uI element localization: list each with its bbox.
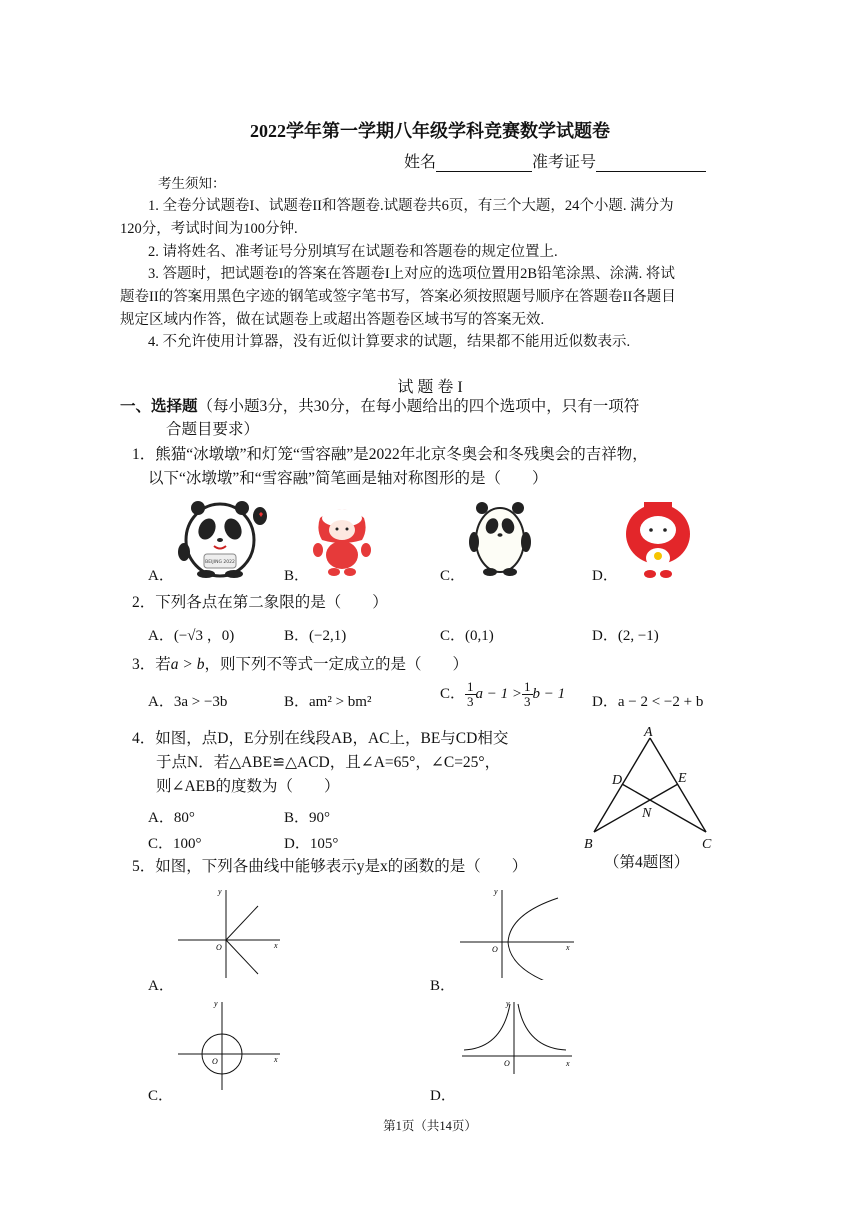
q4-label-a: A (644, 725, 653, 740)
page-title: 2022学年第一学期八年级学科竞赛数学试题卷 (250, 121, 610, 141)
mascot-b-lantern-image (312, 500, 372, 578)
q4-label-b: B (584, 837, 593, 852)
exam-no-label: 准考证号 (532, 154, 597, 171)
q2-option-b[interactable]: B．(−2,1) (284, 628, 347, 644)
q2-option-a[interactable]: A．(−√3 ，0) (148, 628, 235, 644)
name-label: 姓名 (404, 154, 437, 171)
q3-stem-pre: 3．若 (132, 656, 171, 673)
q4-label-d: D (612, 773, 623, 788)
part1-desc-b: 合题目要求） (166, 421, 260, 438)
q5-graph-a (172, 884, 288, 980)
q3-option-d[interactable]: D．a − 2 < −2 + b (592, 694, 704, 710)
part1-label: 一、选择题 (120, 398, 198, 415)
q4-figure-caption: （第4题图） (604, 854, 690, 871)
mascot-a-panda-image (176, 496, 268, 578)
q1-option-b[interactable]: B． (284, 568, 310, 584)
q5-option-a[interactable]: A． (148, 978, 174, 994)
q4-label-n: N (642, 806, 652, 821)
name-blank[interactable] (436, 155, 532, 172)
svg-text:x: x (274, 1055, 278, 1064)
q3-option-c[interactable] (440, 680, 565, 709)
q3-option-c-frac-2: $\frac{1}{3}$ (524, 679, 531, 709)
section-heading: 试 题 卷 I (397, 379, 463, 396)
q2-stem: 2．下列各点在第二象限的是（ ） (132, 594, 388, 611)
notice-item-1a: 1. 全卷分试题卷I、试题卷II和答题卷.试题卷共6页，有三个大题，24个小题. 满分为 (148, 198, 674, 214)
notice-item-4: 4. 不允许使用计算器，没有近似计算要求的试题，结果都不能用近似数表示. (148, 334, 631, 350)
name-exam-row (404, 149, 706, 172)
q3-stem-post: ，则下列不等式一定成立的是（ ） (204, 656, 468, 673)
q5-stem: 5．如图，下列各曲线中能够表示y是x的函数的是（ ） (132, 858, 528, 875)
q3-option-a[interactable]: A．3a > −3b (148, 694, 228, 710)
svg-text:x: x (566, 1059, 570, 1068)
svg-text:O: O (216, 943, 222, 952)
q5-graph-d (456, 996, 580, 1076)
q4-line3: 则∠AEB的度数为（ ） (156, 778, 340, 795)
notice-item-3a: 3. 答题时，把试题卷I的答案在答题卷I上对应的选项位置用2B铅笔涂黑、涂满. 将试 (148, 266, 675, 282)
q1-option-a[interactable]: A． (148, 568, 174, 584)
q4-option-b[interactable]: B．90° (284, 810, 331, 826)
mascot-d-lantern-image (620, 500, 696, 580)
q3-option-c-frac-1: $\frac{1}{3}$ (467, 679, 474, 709)
svg-text:y: y (214, 999, 218, 1008)
q3-option-c-end: b − 1 (532, 685, 566, 702)
svg-text:y: y (506, 999, 510, 1008)
q5-graph-b (454, 884, 582, 980)
q4-option-c[interactable]: C．100° (148, 836, 202, 852)
q3-option-c-label: C． (440, 685, 466, 702)
notice-item-3c: 规定区域内作答，做在试题卷上或超出答题卷区域书写的答案无效. (120, 312, 545, 328)
q3-stem (132, 654, 468, 676)
page-footer: 第1页（共14页） (383, 1119, 477, 1133)
exam-no-blank[interactable] (596, 155, 706, 172)
notice-item-1b: 120分，考试时间为100分钟. (120, 221, 298, 237)
notice-item-2: 2. 请将姓名、准考证号分别填写在试题卷和答题卷的规定位置上. (148, 244, 558, 260)
q3-option-b[interactable]: B．am² > bm² (284, 694, 372, 710)
mascot-c-panda-outline-image (468, 498, 532, 576)
q4-line2: 于点N．若△ABE≌△ACD，且∠A=65°，∠C=25°， (156, 754, 501, 771)
svg-text:y: y (494, 887, 498, 896)
q1-option-d[interactable]: D． (592, 568, 618, 584)
q4-option-d[interactable]: D．105° (284, 836, 339, 852)
svg-text:O: O (492, 945, 498, 954)
svg-text:O: O (504, 1059, 510, 1068)
mascot-a-caption: BEIJING 2022 (205, 560, 235, 565)
svg-text:x: x (566, 943, 570, 952)
q4-option-a[interactable]: A．80° (148, 810, 195, 826)
svg-text:y: y (218, 887, 222, 896)
q1-option-c[interactable]: C． (440, 568, 466, 584)
svg-text:O: O (212, 1057, 218, 1066)
notice-item-3b: 题卷II的答案用黑色字迹的钢笔或签字笔书写，答案必须按照题号顺序在答题卷II各题目 (120, 289, 676, 305)
part1-desc-a: （每小题3分，共30分，在每小题给出的四个选项中，只有一项符 (197, 398, 640, 415)
q4-line1: 4．如图，点D，E分别在线段AB，AC上，BE与CD相交 (132, 730, 509, 747)
q1-line1: 1．熊猫“冰墩墩”和灯笼“雪容融”是2022年北京冬奥会和冬残奥会的吉祥物， (132, 446, 648, 463)
q5-option-d[interactable]: D． (430, 1088, 456, 1104)
part1-header (120, 396, 639, 418)
svg-text:x: x (274, 941, 278, 950)
q5-graph-c (172, 996, 288, 1092)
q4-triangle-figure (580, 724, 720, 852)
notice-heading: 考生须知： (158, 176, 226, 191)
q2-option-c[interactable]: C．(0,1) (440, 628, 494, 644)
q4-label-e: E (678, 771, 687, 786)
q2-option-d[interactable]: D．(2, −1) (592, 628, 659, 644)
q3-option-c-mid: a − 1 > (475, 685, 523, 702)
q1-line2: 以下“冰墩墩”和“雪容融”简笔画是轴对称图形的是（ ） (148, 470, 548, 487)
q5-option-b[interactable]: B． (430, 978, 456, 994)
q5-option-c[interactable]: C． (148, 1088, 174, 1104)
q3-stem-math: a > b (170, 656, 205, 673)
q4-label-c: C (702, 837, 712, 852)
